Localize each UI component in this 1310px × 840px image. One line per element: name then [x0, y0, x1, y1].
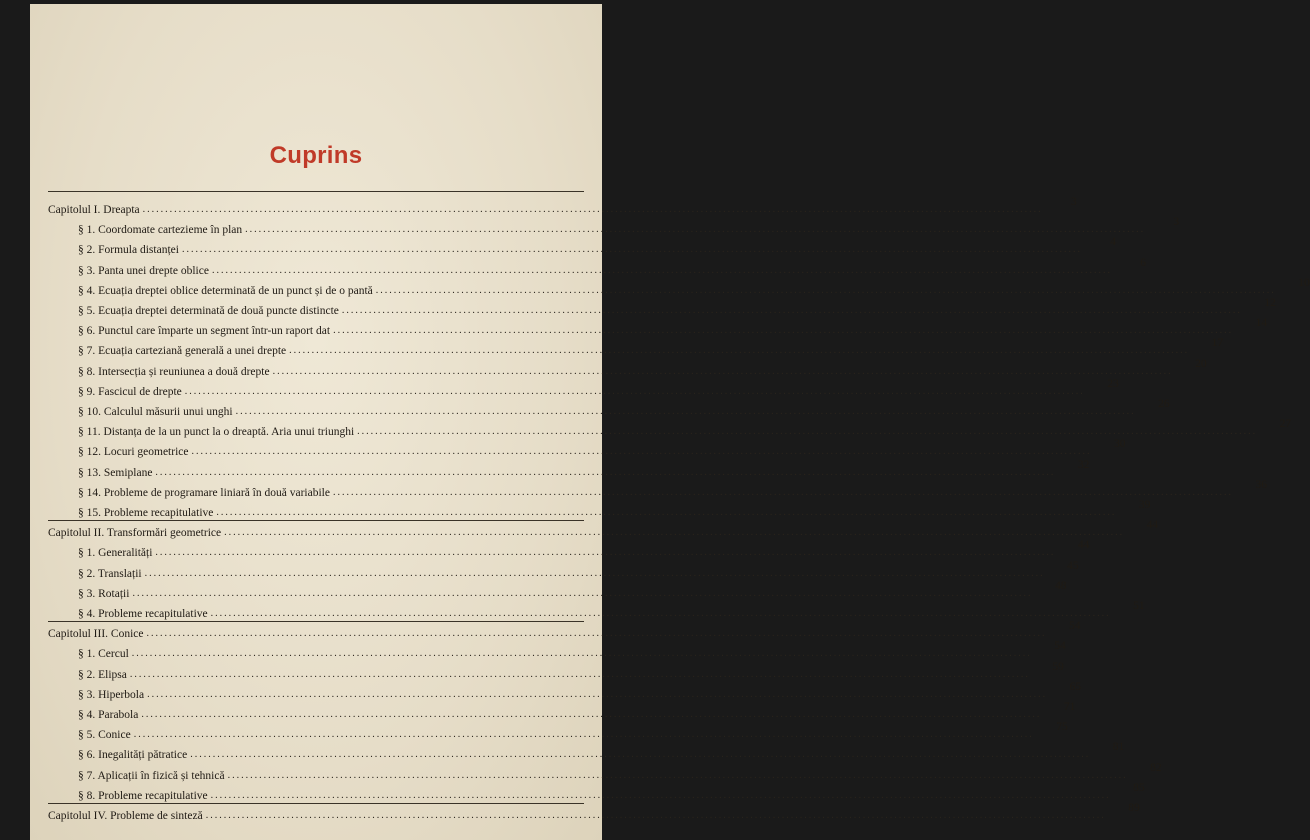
toc-entry-label: § 9. Fascicul de drepte — [78, 385, 182, 398]
dot-leader: ........................................................................................................................................................................................................ — [190, 749, 1091, 761]
toc-page-number: 81 — [1112, 741, 1125, 754]
dot-leader: ........................................................................................................................................................................................................ — [211, 264, 1112, 276]
table-of-contents — [48, 196, 1310, 840]
toc-entry-label: § 6. Inegalități pătratice — [78, 749, 188, 762]
toc-entry-label: § 2. Translații — [78, 567, 142, 580]
toc-entry-label: § 3. Hiperbola — [78, 688, 145, 701]
toc-page-number: 75 — [1056, 721, 1068, 734]
toc-page-number: 82 — [1150, 761, 1162, 774]
toc-page-number: 6 — [1140, 256, 1146, 269]
toc-page-number: 3 — [1173, 216, 1180, 229]
dot-leader: ........................................................................................................................................................................................................ — [133, 729, 1034, 741]
toc-section-row — [48, 337, 1224, 358]
toc-page-number: 54 — [1054, 640, 1066, 653]
dot-leader: ........................................................................................................................................................................................................ — [245, 224, 1146, 236]
toc-entry-label: § 4. Probleme recapitulative — [78, 608, 208, 620]
toc-entry-label: § 15. Probleme recapitulative — [78, 507, 214, 519]
toc-page-number: 51 — [1133, 600, 1145, 612]
toc-page-number: 39 — [1138, 499, 1151, 511]
toc-chapter-row — [48, 519, 1159, 540]
toc-page-number: 48 — [1054, 579, 1067, 592]
toc-entry-label: § 3. Panta unei drepte oblice — [78, 264, 209, 277]
toc-section-row — [48, 297, 1276, 317]
toc-entry-label: Capitolul II. Transformări geometrice — [48, 527, 222, 540]
toc-page-number: 10 — [1298, 276, 1310, 289]
dot-leader: ........................................................................................................................................................................................................ — [224, 527, 1125, 539]
toc-section-row — [48, 256, 1146, 277]
toc-section-row — [48, 701, 1076, 721]
toc-page-number: 3 — [1070, 196, 1077, 208]
toc-entry-label: § 3. Rotații — [78, 587, 130, 600]
dot-leader: ........................................................................................................................................................................................................ — [357, 426, 1258, 438]
dot-leader: ........................................................................................................................................................................................................ — [191, 446, 1092, 458]
toc-entry-label: § 5. Conice — [78, 729, 131, 742]
toc-section-row — [48, 236, 1116, 257]
dot-leader: ........................................................................................................................................................................................................ — [375, 284, 1276, 296]
toc-entry-label: § 8. Probleme recapitulative — [78, 789, 208, 802]
toc-page-number: 26 — [1158, 398, 1170, 410]
toc-entry-label: § 1. Cercul — [78, 648, 129, 661]
toc-page-number: 36 — [1255, 478, 1267, 491]
dot-leader: ........................................................................................................................................................................................................ — [210, 608, 1111, 619]
toc-section-row — [48, 478, 1267, 499]
dot-leader: ........................................................................................................................................................................................................ — [155, 466, 1056, 478]
dot-leader: ........................................................................................................................................................................................................ — [184, 385, 1085, 397]
toc-entry-label: Capitolul IV. Probleme de sinteză — [48, 810, 203, 822]
dot-leader: ........................................................................................................................................................................................................ — [235, 406, 1136, 417]
toc-page-number: 44 — [1077, 539, 1090, 552]
toc-page-number: 27 — [1279, 418, 1292, 431]
toc-entry-label: § 4. Ecuația dreptei oblice determinată de un punct și de o pantă — [78, 284, 373, 297]
toc-entry-label: § 11. Distanța de la un punct la o dreaptă. Aria unui triunghi — [78, 426, 355, 439]
toc-entry-label: § 7. Ecuația carteziană generală a unei drepte — [78, 345, 287, 358]
toc-page-number: 12 — [1264, 297, 1276, 309]
toc-page-number: 44 — [1146, 519, 1159, 532]
dot-leader: ........................................................................................................................................................................................................ — [142, 204, 1043, 215]
toc-page-number: 59 — [1052, 660, 1064, 673]
toc-section-row — [48, 216, 1180, 237]
toc-page-number: 32 — [1077, 458, 1090, 471]
toc-entry-label: § 10. Calculul măsurii unui unghi — [78, 406, 233, 418]
toc-section-row — [48, 781, 1145, 802]
dot-leader: ........................................................................................................................................................................................................ — [341, 305, 1242, 316]
toc-page-number: 71 — [1063, 701, 1076, 713]
dot-leader: ........................................................................................................................................................................................................ — [146, 628, 1047, 640]
toc-section-row — [48, 418, 1292, 439]
dot-leader: ........................................................................................................................................................................................................ — [205, 810, 1106, 821]
toc-entry-label: § 5. Ecuația dreptei determinată de două puncte distincte — [78, 305, 339, 317]
book-page — [30, 4, 1310, 840]
toc-section-row — [48, 640, 1066, 661]
toc-section-row — [48, 357, 1207, 378]
page-title: Cuprins — [269, 142, 363, 169]
dot-leader: ........................................................................................................................................................................................................ — [132, 587, 1033, 599]
toc-entry-label: Capitolul I. Dreapta — [48, 204, 140, 216]
toc-entry-label: Capitolul III. Conice — [48, 628, 144, 641]
dot-leader: ........................................................................................................................................................................................................ — [144, 567, 1045, 579]
dot-leader: ........................................................................................................................................................................................................ — [131, 648, 1032, 660]
dot-leader: ........................................................................................................................................................................................................ — [181, 244, 1082, 256]
toc-entry-label: § 2. Elipsa — [78, 668, 127, 681]
toc-section-row — [48, 559, 1079, 580]
toc-page-number: 54 — [1069, 620, 1081, 633]
toc-section-row — [48, 579, 1067, 600]
toc-entry-label: § 14. Probleme de programare liniară în două variabile — [78, 486, 330, 499]
toc-section-row — [48, 741, 1125, 762]
toc-section-row — [48, 721, 1068, 742]
dot-leader: ........................................................................................................................................................................................................ — [289, 345, 1190, 357]
toc-page-number: 23 — [1107, 377, 1119, 390]
toc-entry-label: § 2. Formula distanței — [78, 244, 179, 257]
dot-leader: ........................................................................................................................................................................................................ — [332, 486, 1233, 498]
top-rule — [48, 191, 584, 192]
toc-page-number: 30 — [1114, 438, 1126, 451]
toc-page-number: 4 — [1110, 236, 1116, 249]
toc-entry-label: § 1. Generalități — [78, 547, 153, 560]
toc-chapter-row — [48, 196, 1077, 216]
toc-section-row — [48, 499, 1151, 519]
toc-section-row — [48, 276, 1310, 297]
toc-page-number: 65 — [1069, 680, 1082, 693]
dot-leader: ........................................................................................................................................................................................................ — [216, 507, 1117, 518]
dot-leader: ........................................................................................................................................................................................................ — [272, 365, 1173, 377]
toc-section-row — [48, 398, 1170, 418]
toc-section-row — [48, 660, 1064, 681]
toc-section-row — [48, 377, 1119, 398]
toc-section-row — [48, 438, 1126, 459]
toc-page-number: 89 — [1128, 802, 1140, 814]
toc-entry-label: § 8. Intersecția și reuniunea a două drepte — [78, 365, 270, 378]
dot-leader: ........................................................................................................................................................................................................ — [210, 789, 1111, 801]
toc-page-number: 17 — [1211, 337, 1224, 350]
dot-leader: ........................................................................................................................................................................................................ — [141, 709, 1042, 720]
toc-entry-label: § 4. Parabola — [78, 709, 139, 721]
toc-page-number: 85 — [1133, 781, 1145, 794]
dot-leader: ........................................................................................................................................................................................................ — [227, 769, 1128, 781]
toc-page-number: 45 — [1067, 559, 1079, 572]
dot-leader: ........................................................................................................................................................................................................ — [129, 668, 1030, 680]
toc-section-row — [48, 539, 1090, 560]
toc-entry-label: § 13. Semiplane — [78, 466, 153, 479]
toc-page-number: 20 — [1195, 357, 1207, 370]
toc-section-row — [48, 600, 1145, 620]
toc-section-row — [48, 761, 1162, 782]
toc-entry-label: § 6. Punctul care împarte un segment într-un raport dat — [78, 325, 331, 338]
dot-leader: ........................................................................................................................................................................................................ — [333, 325, 1234, 337]
toc-section-row — [48, 680, 1082, 701]
dot-leader: ........................................................................................................................................................................................................ — [147, 688, 1048, 700]
toc-entry-label: § 12. Locuri geometrice — [78, 446, 189, 459]
toc-page-number: 14 — [1255, 317, 1268, 330]
toc-chapter-row — [48, 620, 1081, 641]
toc-entry-label: § 1. Coordomate cartezieme în plan — [78, 224, 243, 237]
toc-section-row — [48, 458, 1090, 479]
toc-chapter-row — [48, 802, 1140, 822]
toc-entry-label: § 7. Aplicații în fizică și tehnică — [78, 769, 225, 782]
toc-section-row — [48, 317, 1268, 338]
dot-leader: ........................................................................................................................................................................................................ — [155, 547, 1056, 559]
